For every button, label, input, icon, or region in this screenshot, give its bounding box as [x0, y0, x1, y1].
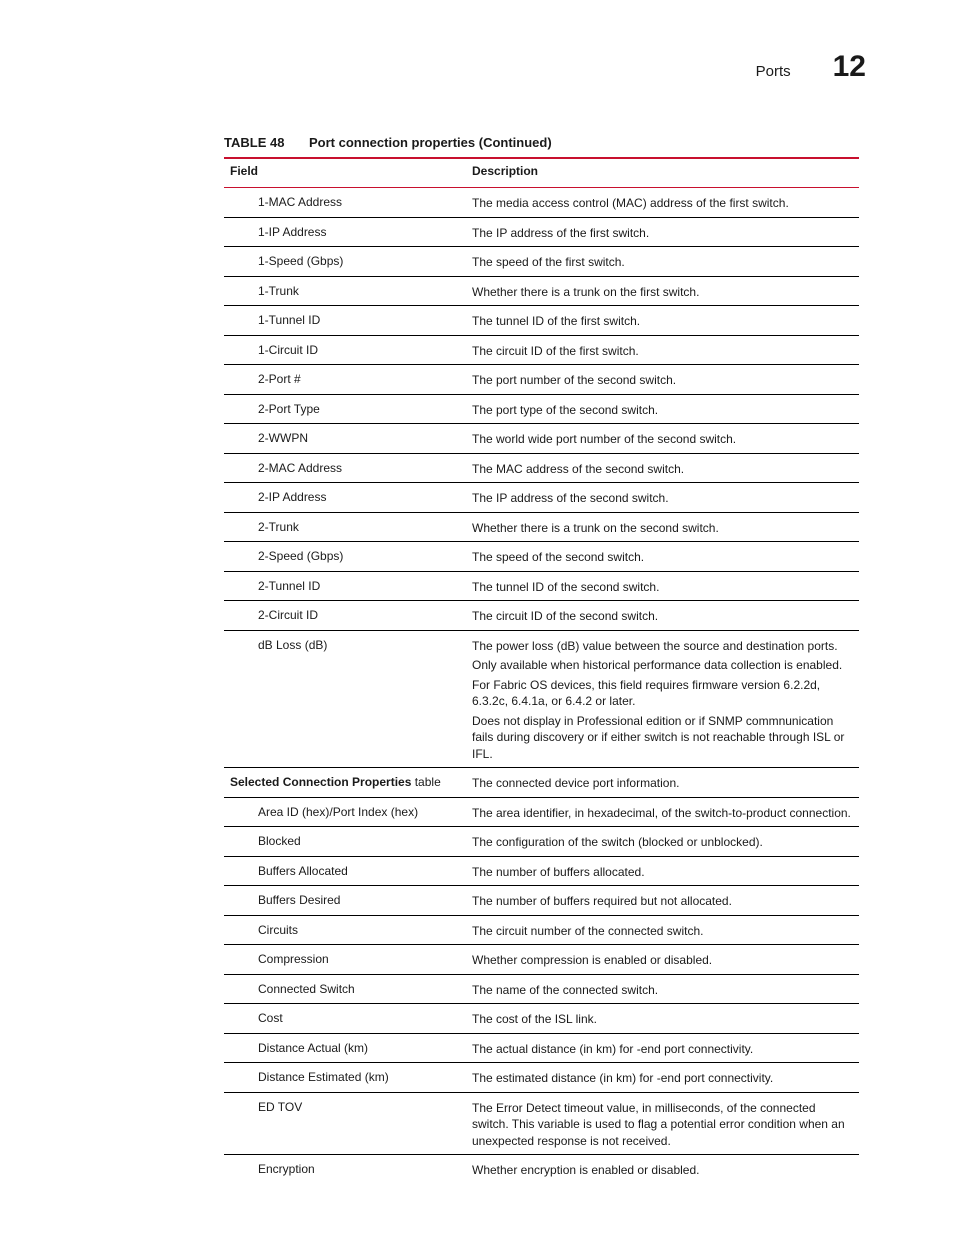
description-paragraph: The tunnel ID of the second switch. [472, 579, 660, 594]
description-cell [466, 542, 859, 572]
description-cell [466, 571, 859, 601]
table-row [224, 915, 859, 945]
table-row [224, 1063, 859, 1093]
description-cell [466, 1155, 859, 1184]
description-cell [466, 306, 859, 336]
table-row [224, 768, 859, 798]
table-row [224, 217, 859, 247]
field-name: 2-Trunk [258, 519, 299, 534]
table-row [224, 247, 859, 277]
description-paragraph: The configuration of the switch (blocked or unblocked). [472, 835, 763, 849]
table-row [224, 424, 859, 454]
field-cell [224, 424, 466, 454]
field-name: 1-Speed (Gbps) [258, 254, 344, 268]
description-paragraph: For Fabric OS devices, this field requires firmware version 6.2.2d, 6.3.2c, 6.4.1a, or 6.4.2 or later. [472, 677, 821, 708]
field-cell [224, 1092, 466, 1155]
table-row [224, 827, 859, 857]
table-row [224, 797, 859, 827]
running-header [756, 52, 866, 82]
table-row [224, 601, 859, 631]
field-name: Compression [258, 952, 329, 966]
description-paragraph: The number of buffers allocated. [472, 864, 645, 879]
table-title: Port connection properties (Continued) [309, 135, 552, 150]
description-paragraph: The Error Detect timeout value, in milliseconds, of the connected switch. This variable is used to flag a potential error condition when an unexpected response is not received. [472, 1100, 845, 1148]
field-name: 2-Port # [258, 372, 301, 386]
description-cell [466, 217, 859, 247]
field-name: Circuits [258, 922, 299, 937]
description-cell [466, 365, 859, 395]
field-cell [224, 856, 466, 886]
field-name: 1-IP Address [258, 224, 327, 239]
table-row [224, 945, 859, 975]
field-suffix: table [411, 775, 441, 789]
field-cell [224, 453, 466, 483]
table-row [224, 188, 859, 218]
table-row [224, 394, 859, 424]
field-name: 2-MAC Address [258, 460, 343, 475]
field-cell [224, 365, 466, 395]
field-name: Cost [258, 1011, 283, 1025]
field-name: 2-Port Type [258, 401, 320, 416]
table-row [224, 512, 859, 542]
field-cell [224, 768, 466, 798]
field-cell [224, 247, 466, 277]
description-paragraph: The port type of the second switch. [472, 402, 659, 417]
field-cell [224, 601, 466, 631]
table-row [224, 335, 859, 365]
field-name: dB Loss (dB) [258, 637, 328, 652]
chapter-number: 12 [832, 50, 866, 83]
description-paragraph: The number of buffers required but not allocated. [472, 894, 732, 908]
description-cell [466, 886, 859, 916]
table-row [224, 856, 859, 886]
table-row [224, 1155, 859, 1184]
section-name: Ports [755, 63, 791, 80]
description-cell [466, 945, 859, 975]
description-paragraph: The circuit number of the connected switch. [472, 923, 704, 938]
field-cell [224, 512, 466, 542]
field-cell [224, 571, 466, 601]
description-paragraph: The IP address of the first switch. [472, 225, 650, 240]
field-name: 2-IP Address [258, 490, 327, 504]
field-cell [224, 1155, 466, 1184]
field-name: Buffers Desired [258, 893, 341, 907]
field-name: 1-MAC Address [258, 195, 343, 209]
description-paragraph: The port number of the second switch. [472, 373, 677, 387]
field-cell [224, 335, 466, 365]
field-cell [224, 1033, 466, 1063]
description-paragraph: Whether compression is enabled or disabled. [472, 953, 713, 967]
description-paragraph: The connected device port information. [472, 776, 680, 790]
description-cell [466, 424, 859, 454]
field-name: Distance Estimated (km) [258, 1070, 389, 1084]
description-paragraph: The area identifier, in hexadecimal, of the switch-to-product connection. [472, 805, 851, 820]
field-name: Selected Connection Properties [230, 775, 412, 789]
description-cell [466, 630, 859, 768]
column-header-field: Field [224, 158, 466, 188]
table-row [224, 974, 859, 1004]
description-paragraph: The circuit ID of the second switch. [472, 609, 659, 623]
description-cell [466, 483, 859, 513]
description-cell [466, 856, 859, 886]
table-label: TABLE 48 [224, 135, 285, 150]
field-cell [224, 394, 466, 424]
description-paragraph: Only available when historical performance data collection is enabled. [472, 658, 843, 672]
description-paragraph: The circuit ID of the first switch. [472, 343, 639, 358]
description-paragraph: Whether encryption is enabled or disabled. [472, 1163, 700, 1177]
field-name: 2-Speed (Gbps) [258, 549, 344, 563]
description-paragraph: Does not display in Professional edition or if SNMP commnunication fails during discovery or if either switch is not reachable through ISL or IFL. [472, 713, 845, 761]
description-cell [466, 394, 859, 424]
field-name: 1-Tunnel ID [258, 313, 321, 327]
description-paragraph: The name of the connected switch. [472, 982, 659, 997]
field-cell [224, 915, 466, 945]
description-paragraph: The media access control (MAC) address of the first switch. [472, 196, 789, 210]
table-caption [224, 135, 859, 150]
field-name: Buffers Allocated [258, 863, 348, 878]
field-cell [224, 306, 466, 336]
field-cell [224, 974, 466, 1004]
description-cell [466, 335, 859, 365]
description-paragraph: The actual distance (in km) for -end port connectivity. [472, 1041, 754, 1056]
description-cell [466, 247, 859, 277]
table-row [224, 276, 859, 306]
description-cell [466, 1092, 859, 1155]
description-cell [466, 188, 859, 218]
description-paragraph: The IP address of the second switch. [472, 491, 669, 505]
field-name: Distance Actual (km) [258, 1040, 369, 1055]
field-cell [224, 945, 466, 975]
description-paragraph: The speed of the second switch. [472, 550, 645, 564]
field-cell [224, 797, 466, 827]
field-name: 1-Trunk [258, 283, 299, 298]
table-row [224, 306, 859, 336]
field-cell [224, 1063, 466, 1093]
table-row [224, 571, 859, 601]
description-cell [466, 1063, 859, 1093]
description-paragraph: The world wide port number of the second switch. [472, 432, 737, 446]
field-name: 2-Tunnel ID [258, 578, 321, 593]
field-cell [224, 886, 466, 916]
field-name: Connected Switch [258, 981, 355, 996]
description-paragraph: The estimated distance (in km) for -end port connectivity. [472, 1071, 774, 1085]
description-cell [466, 1033, 859, 1063]
field-name: 2-Circuit ID [258, 608, 319, 622]
field-name: ED TOV [258, 1099, 303, 1114]
description-paragraph: The tunnel ID of the first switch. [472, 314, 641, 328]
description-cell [466, 768, 859, 798]
table-row [224, 1033, 859, 1063]
column-header-description: Description [466, 158, 859, 188]
field-name: 2-WWPN [258, 431, 308, 445]
table-row [224, 1004, 859, 1034]
table-row [224, 630, 859, 768]
field-name: Encryption [258, 1162, 315, 1176]
description-cell [466, 915, 859, 945]
field-cell [224, 217, 466, 247]
description-cell [466, 601, 859, 631]
table-row [224, 483, 859, 513]
table-row [224, 1092, 859, 1155]
description-cell [466, 827, 859, 857]
description-cell [466, 797, 859, 827]
table-row [224, 542, 859, 572]
table-header-row [224, 158, 859, 188]
description-paragraph: Whether there is a trunk on the first switch. [472, 284, 700, 299]
field-cell [224, 188, 466, 218]
description-paragraph: The MAC address of the second switch. [472, 461, 685, 476]
field-cell [224, 483, 466, 513]
description-cell [466, 453, 859, 483]
table-row [224, 365, 859, 395]
field-name: Area ID (hex)/Port Index (hex) [258, 804, 419, 819]
description-cell [466, 974, 859, 1004]
field-cell [224, 542, 466, 572]
field-name: Blocked [258, 834, 301, 848]
table-row [224, 886, 859, 916]
table-row [224, 453, 859, 483]
port-connection-properties-table [224, 157, 859, 1184]
description-paragraph: The power loss (dB) value between the source and destination ports. [472, 638, 838, 653]
field-name: 1-Circuit ID [258, 342, 319, 357]
description-paragraph: Whether there is a trunk on the second switch. [472, 520, 719, 535]
field-cell [224, 630, 466, 768]
field-cell [224, 276, 466, 306]
field-cell [224, 827, 466, 857]
field-cell [224, 1004, 466, 1034]
description-cell [466, 276, 859, 306]
description-paragraph: The cost of the ISL link. [472, 1012, 597, 1026]
description-cell [466, 512, 859, 542]
description-cell [466, 1004, 859, 1034]
description-paragraph: The speed of the first switch. [472, 255, 625, 269]
